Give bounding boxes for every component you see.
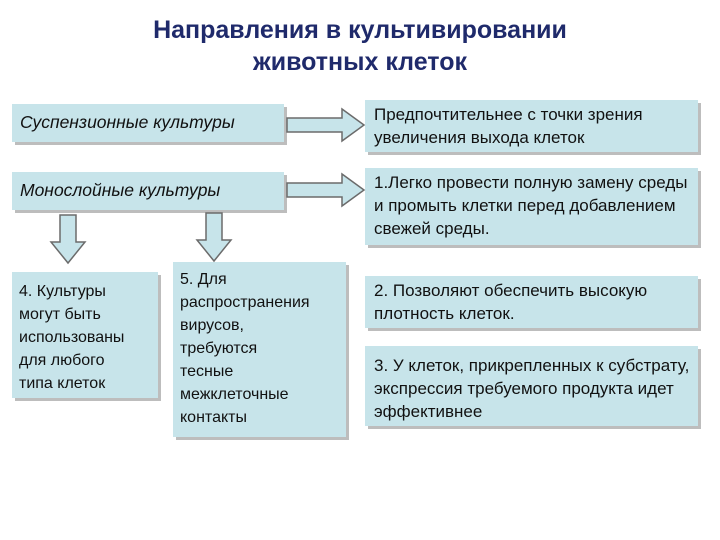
monolayer-cultures-box: Монослойные культуры <box>12 172 284 210</box>
monolayer-point-1-box: 1.Легко провести полную замену среды и промыть клетки перед добавлением свежей среды. <box>365 168 698 245</box>
monolayer-point-4-box: 4. Культуры могут быть использованы для любого типа клеток <box>12 272 158 398</box>
down-arrow-icon-left <box>50 214 86 264</box>
page-title <box>60 14 660 78</box>
right-arrow-icon-monolayer <box>286 173 366 207</box>
suspension-cultures-box: Суспензионные культуры <box>12 104 284 142</box>
monolayer-point-3-box: 3. У клеток, прикрепленных к субстрату, экспрессия требуемого продукта идет эффективнее <box>365 346 698 426</box>
right-arrow-icon-suspension <box>286 108 366 142</box>
monolayer-point-2-box: 2. Позволяют обеспечить высокую плотность клеток. <box>365 276 698 328</box>
suspension-advantage-box: Предпочтительнее с точки зрения увеличения выхода клеток <box>365 100 698 152</box>
title-line-1: Направления в культивировании <box>153 16 567 44</box>
down-arrow-icon-right <box>196 212 232 262</box>
monolayer-point-5-box: 5. Для распространения вирусов, требуются тесные межклеточные контакты <box>173 262 346 437</box>
title-line-2: животных клеток <box>253 48 467 76</box>
